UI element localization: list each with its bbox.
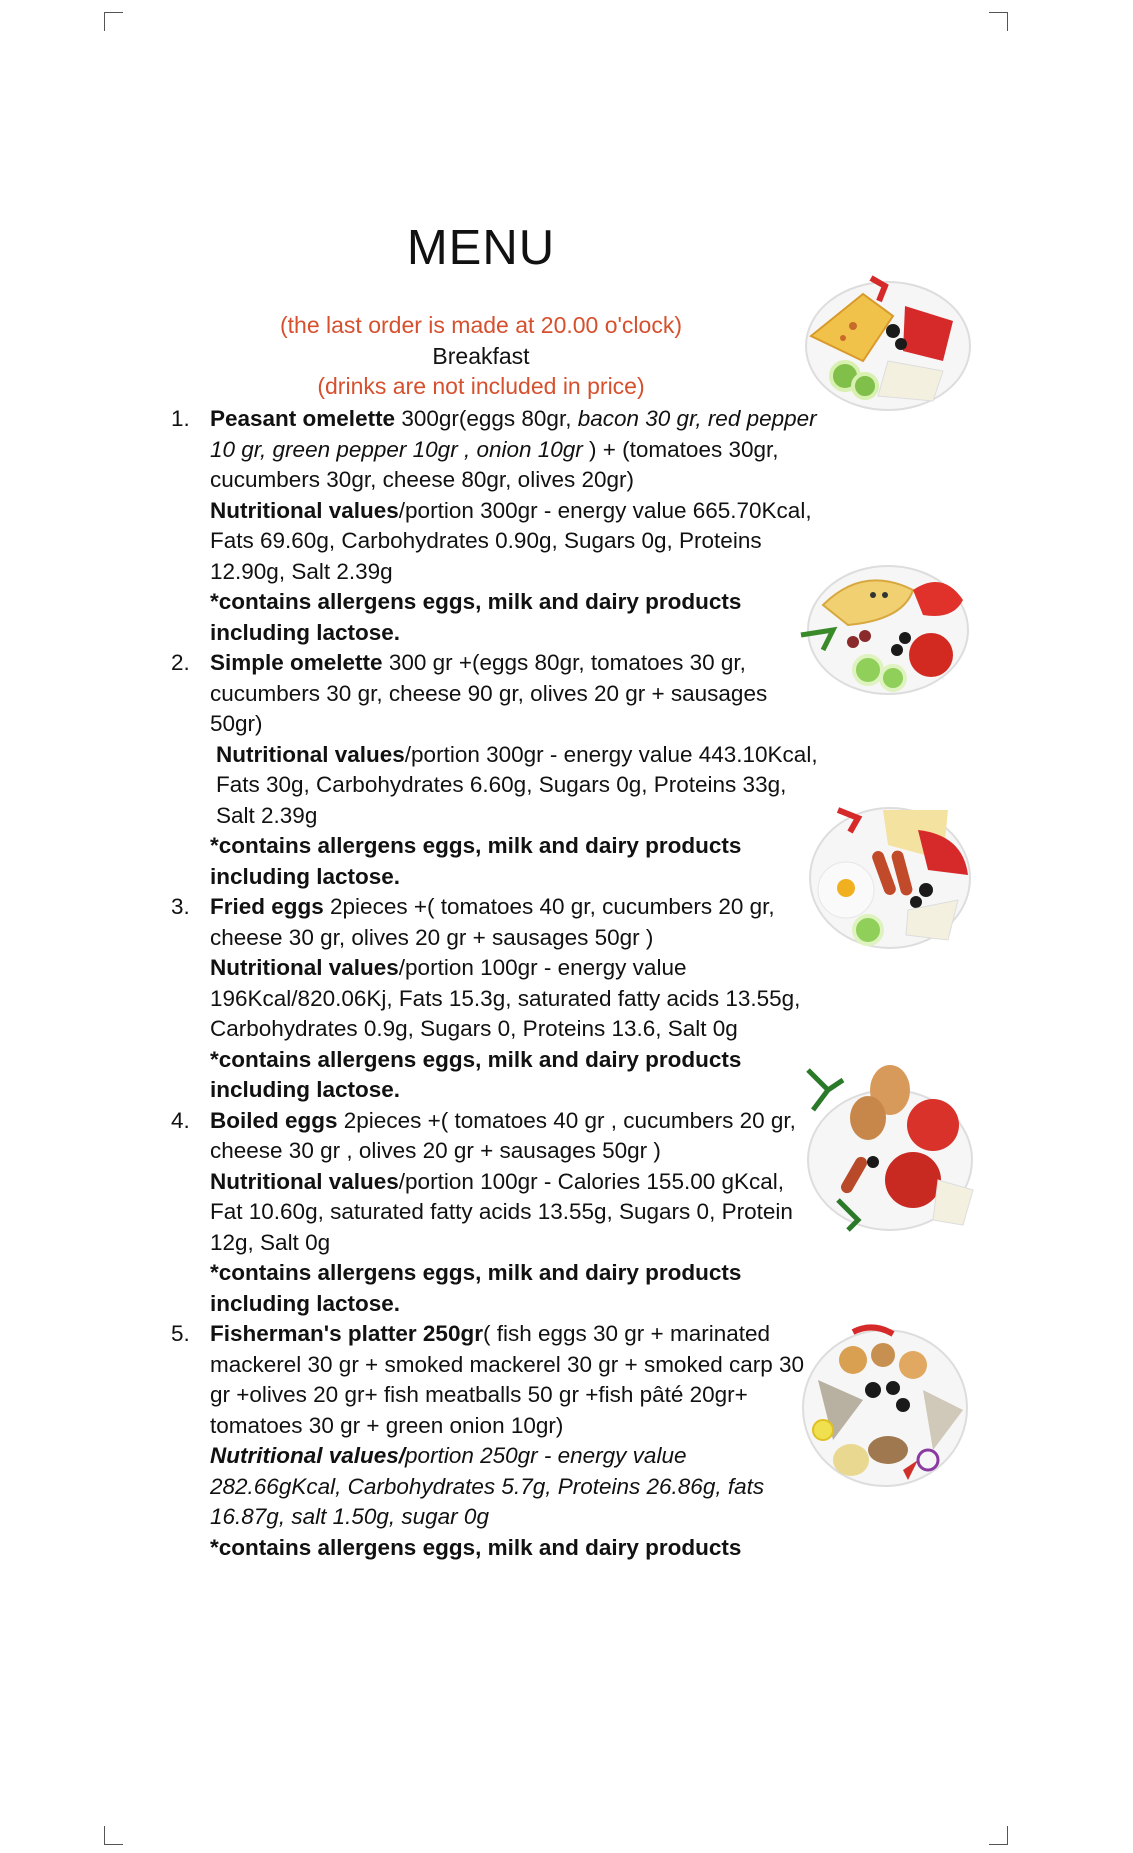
- menu-item: [168, 892, 818, 1106]
- boiled-eggs-plate-image: [798, 1050, 978, 1235]
- nutrition-label: Nutritional values/: [210, 1443, 406, 1468]
- simple-omelette-plate-image: [793, 550, 973, 700]
- item-allergens: [210, 1045, 818, 1106]
- item-desc: 300gr(eggs 80gr,: [395, 406, 578, 431]
- item-desc: ( fish eggs 30 gr + marinated mackerel 30 gr + smoked mackerel 30 gr + smoked carp 30 gr +olives 20 gr+ fish meatballs 50 gr +fish pâté 20gr+ tomatoes 30 gr + green onion 10gr): [210, 1321, 805, 1438]
- item-description: [210, 892, 818, 953]
- section-heading: Breakfast: [432, 343, 530, 369]
- nutrition-label: Nutritional values: [210, 497, 399, 523]
- nutrition-text: /portion 100gr - Calories 155.00 gKcal, Fat 10.60g, saturated fatty acids 13.55g, Sugars 0, Protein 12g, Salt 0g: [210, 1168, 793, 1255]
- nutrition-label: Nutritional values: [216, 741, 405, 767]
- omelette-plate-image: [793, 266, 973, 416]
- nutrition-text: /portion 100gr - energy value 196Kcal/820.06Kj, Fats 15.3g, saturated fatty acids 13.55g, Carbohydrates 0.9g, Sugars 0, Proteins 13.6, Salt 0g: [210, 955, 801, 1041]
- menu-item: [168, 1106, 818, 1320]
- menu-item: [168, 648, 818, 892]
- crop-mark-bottom-left: [104, 1826, 123, 1845]
- item-desc: 2pieces +( tomatoes 40 gr , cucumbers 20 gr, cheese 30 gr , olives 20 gr + sausages 50gr ): [210, 1107, 796, 1163]
- item-allergens: [210, 831, 818, 892]
- page-title: MENU: [406, 221, 556, 275]
- item-description: [210, 648, 818, 740]
- fried-eggs-plate-image: [798, 790, 978, 955]
- item-name: Fried eggs: [210, 894, 324, 919]
- crop-mark-top-left: [104, 12, 123, 31]
- nutrition-text: /portion 300gr - energy value 443.10Kcal, Fats 30g, Carbohydrates 6.60g, Sugars 0g, Proteins 33g, Salt 2.39g: [216, 741, 818, 828]
- item-name: Simple omelette: [210, 650, 383, 675]
- item-nutrition: [210, 1441, 818, 1533]
- crop-mark-bottom-right: [989, 1826, 1008, 1845]
- item-allergens: [210, 587, 818, 648]
- item-nutrition: [210, 496, 818, 588]
- item-nutrition: [210, 1167, 818, 1259]
- last-order-note: (the last order is made at 20.00 o'clock): [280, 312, 682, 338]
- allergens-text: *contains allergens eggs, milk and dairy products including lactose.: [210, 1260, 742, 1316]
- item-number: 2.: [171, 650, 190, 675]
- item-description: [210, 1319, 818, 1441]
- fish-platter-image: [793, 1320, 973, 1500]
- menu-item: [168, 404, 818, 648]
- allergens-text: *contains allergens eggs, milk and dairy products: [210, 1534, 742, 1560]
- item-number: 4.: [171, 1107, 190, 1133]
- menu-item: [168, 1319, 818, 1563]
- item-name: Fisherman's platter 250gr: [210, 1321, 483, 1346]
- allergens-text: *contains allergens eggs, milk and dairy products including lactose.: [210, 833, 742, 889]
- allergens-text: *contains allergens eggs, milk and dairy products including lactose.: [210, 589, 742, 645]
- drinks-note: (drinks are not included in price): [317, 373, 645, 399]
- item-nutrition: [210, 740, 818, 832]
- item-desc: ) + (tomatoes 30gr, cucumbers 30gr, cheese 80gr, olives 20gr): [210, 436, 779, 492]
- item-allergens: [210, 1533, 818, 1564]
- item-name: Boiled eggs: [210, 1107, 338, 1133]
- item-desc: 300 gr +(eggs 80gr, tomatoes 30 gr, cucumbers 30 gr, cheese 90 gr, olives 20 gr + sausages 50gr): [210, 650, 768, 736]
- item-number: 1.: [171, 406, 190, 431]
- item-number: 3.: [171, 894, 190, 919]
- item-description: [210, 1106, 818, 1167]
- nutrition-text: portion 250gr - energy value 282.66gKcal, Carbohydrates 5.7g, Proteins 26.86g, fats 16.87g, salt 1.50g, sugar 0g: [210, 1443, 765, 1529]
- crop-mark-top-right: [989, 12, 1008, 31]
- item-number: 5.: [171, 1321, 190, 1346]
- nutrition-text: /portion 300gr - energy value 665.70Kcal, Fats 69.60g, Carbohydrates 0.90g, Sugars 0g, Proteins 12.90g, Salt 2.39g: [210, 497, 812, 584]
- item-desc-italic: bacon 30 gr, red pepper 10 gr, green pepper 10gr , onion 10gr: [210, 406, 817, 462]
- menu-list: [168, 404, 818, 1563]
- item-desc: 2pieces +( tomatoes 40 gr, cucumbers 20 gr, cheese 30 gr, olives 20 gr + sausages 50gr ): [210, 894, 775, 950]
- item-nutrition: [210, 953, 818, 1045]
- item-name: Peasant omelette: [210, 406, 396, 431]
- nutrition-label: Nutritional values: [210, 1168, 399, 1194]
- item-description: [210, 404, 818, 496]
- allergens-text: *contains allergens eggs, milk and dairy products including lactose.: [210, 1046, 742, 1102]
- nutrition-label: Nutritional values: [210, 955, 399, 980]
- item-allergens: [210, 1258, 818, 1319]
